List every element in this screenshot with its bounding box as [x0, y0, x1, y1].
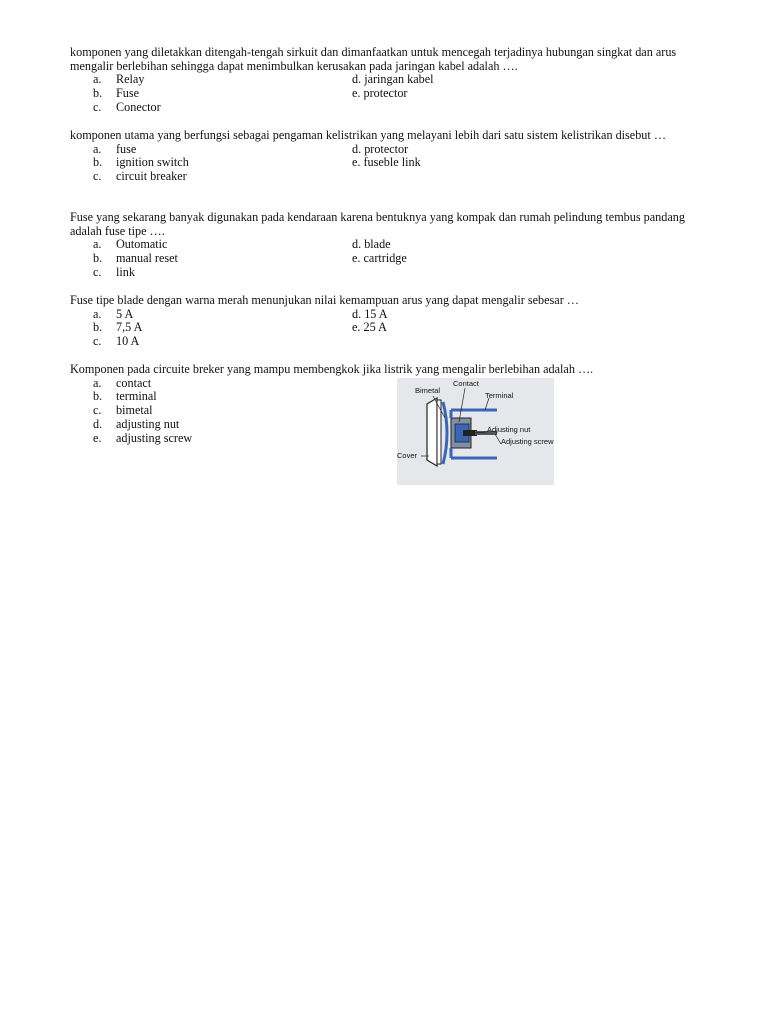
- option-e: e. 25 A: [352, 320, 387, 335]
- question-5-options: a. contact b. terminal c. bimetal d. adjusting nut e. adjusting screw: [93, 375, 193, 445]
- bimetal-strip: [443, 402, 447, 464]
- circuit-breaker-illustration: [397, 378, 554, 485]
- label-contact: Contact: [453, 379, 479, 388]
- question-3-text: Fuse yang sekarang banyak digunakan pada kendaraan karena bentuknya yang kompak dan rumah pelindung tembus pandang adalah fuse tipe ….: [70, 210, 685, 238]
- question-5-text: Komponen pada circuite breker yang mampu membengkok jika listrik yang mengalir berlebihan adalah ….: [70, 362, 594, 376]
- question-2: [70, 129, 710, 185]
- option-d: d. 15 A: [352, 306, 388, 321]
- question-2-text: komponen utama yang berfungsi sebagai pengaman kelistrikan yang melayani lebih dari satu sistem kelistrikan disebut …: [70, 128, 667, 142]
- label-bimetal: Bimetal: [415, 386, 441, 395]
- label-adjusting-screw: Adjusting screw: [501, 437, 554, 446]
- circuit-breaker-diagram: [397, 378, 554, 485]
- question-4: [70, 294, 710, 350]
- option-d: d. blade: [352, 237, 391, 252]
- question-4-options: a. 5 A b. 7,5 A c. 10 A d. 15 A e. 25 A: [93, 306, 388, 349]
- question-1: [70, 46, 710, 115]
- option-e: e. fuseble link: [352, 155, 421, 170]
- option-e: e. protector: [352, 86, 408, 101]
- option-e: e. cartridge: [352, 251, 407, 266]
- question-3: [70, 211, 710, 280]
- question-3-options: a. Outomatic b. manual reset c. link d. blade e. cartridge: [93, 237, 407, 279]
- label-terminal: Terminal: [485, 391, 514, 400]
- label-cover: Cover: [397, 451, 418, 460]
- question-4-text: Fuse tipe blade dengan warna merah menunjukan nilai kemampuan arus yang dapat mengalir sebesar …: [70, 293, 579, 307]
- label-adjusting-nut: Adjusting nut: [487, 425, 531, 434]
- option-d: d. jaringan kabel: [352, 72, 434, 87]
- question-5: [70, 363, 710, 447]
- question-2-options: a. fuse b. ignition switch c. circuit breaker d. protector e. fuseble link: [93, 141, 421, 184]
- question-1-options: a. Relay b. Fuse c. Conector d. jaringan kabel e. protector: [93, 72, 434, 114]
- option-d: d. protector: [352, 141, 409, 156]
- question-1-text: komponen yang diletakkan ditengah-tengah sirkuit dan dimanfaatkan untuk mencegah terjadinya hubungan singkat dan arus mengalir berlebihan sehingga dapat menimbulkan kerusakan pada jaringan kabel adalah ….: [70, 45, 677, 73]
